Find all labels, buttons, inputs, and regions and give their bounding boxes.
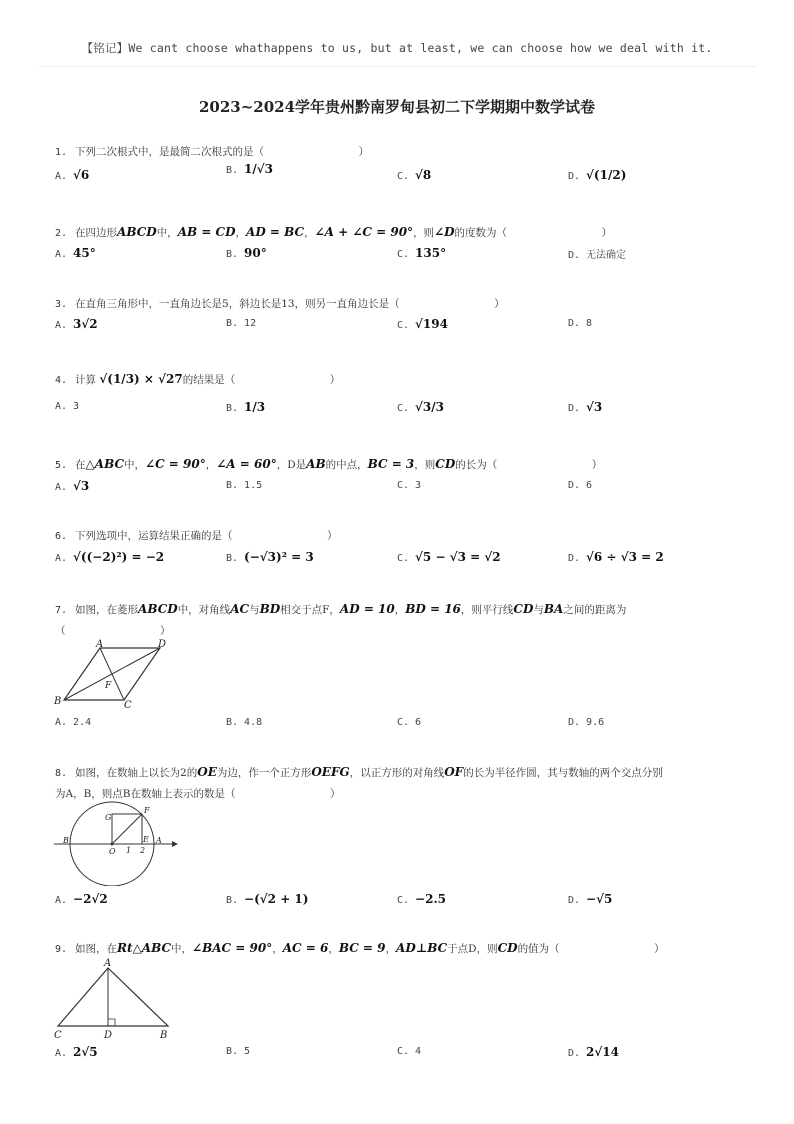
stem-text: ，D是 <box>276 459 307 471</box>
question-8-stem <box>55 765 663 780</box>
question-5-stem <box>55 457 602 472</box>
option-label: A. <box>55 717 68 728</box>
stem-text: 的长为（ ） <box>455 459 603 471</box>
question-1-option-c[interactable] <box>397 168 431 182</box>
option-label: D. <box>568 1048 581 1059</box>
stem-text: ， <box>272 943 283 955</box>
question-5-option-a[interactable] <box>55 479 89 493</box>
question-text: 下列选项中，运算结果正确的是（ ） <box>75 530 338 542</box>
option-text: 8 <box>586 318 593 329</box>
math-expression: ∠A = 60° <box>216 457 277 471</box>
stem-text: 的结果是（ ） <box>182 374 341 386</box>
math-expression: OEFG <box>311 765 350 779</box>
question-5-option-d[interactable] <box>568 479 592 491</box>
stem-text: 如图，在 <box>75 943 118 955</box>
option-label: C. <box>397 480 410 491</box>
question-9-option-b[interactable] <box>226 1045 250 1057</box>
option-text: √3/3 <box>415 400 445 414</box>
option-label: A. <box>55 1048 68 1059</box>
question-4-option-c[interactable] <box>397 400 444 414</box>
stem-text: 如图，在数轴上以长为2的 <box>75 767 198 779</box>
question-3-option-b[interactable] <box>226 317 256 329</box>
option-text: 2√5 <box>73 1045 98 1059</box>
stem-text: 与 <box>249 604 260 616</box>
question-number: 4. <box>55 375 68 386</box>
option-label: D. <box>568 403 581 414</box>
math-expression: Rt△ABC <box>117 941 172 955</box>
option-text: 6 <box>586 480 593 491</box>
option-text: 1/√3 <box>244 162 274 176</box>
stem-text: 中， <box>156 227 178 239</box>
question-number: 7. <box>55 605 68 616</box>
math-expression: BC = 9 <box>338 941 386 955</box>
question-7-option-b[interactable] <box>226 716 262 728</box>
figure-label-a: A <box>96 639 104 650</box>
question-1-option-a[interactable] <box>55 168 89 182</box>
math-expression: AD = BC <box>246 225 305 239</box>
option-label: B. <box>226 165 239 176</box>
page-title: 2023~2024学年贵州黔南罗甸县初二下学期期中数学试卷 <box>198 98 596 116</box>
math-expression: OE <box>197 765 217 779</box>
option-text: 1/3 <box>244 400 266 414</box>
option-label: A. <box>55 320 68 331</box>
math-expression: ∠BAC = 90° <box>192 941 273 955</box>
question-9-option-d[interactable] <box>568 1045 619 1059</box>
math-expression: CD <box>513 602 534 616</box>
option-text: (−√3)² = 3 <box>244 550 314 564</box>
question-8-option-b[interactable] <box>226 892 308 906</box>
figure-label-f: F <box>105 681 112 691</box>
figure-label-2: 2 <box>140 846 146 855</box>
stem-text: ， <box>385 943 397 955</box>
stem-text: 的中点， <box>325 459 368 471</box>
question-3-option-c[interactable] <box>397 317 448 331</box>
stem-text: 与 <box>533 604 544 616</box>
diagonal-of <box>112 814 142 844</box>
origin-point <box>111 843 114 846</box>
question-7-option-a[interactable] <box>55 716 91 728</box>
question-3-option-d[interactable] <box>568 317 592 329</box>
figure-label-a: A <box>104 958 112 969</box>
right-angle-mark <box>108 1019 115 1026</box>
stem-text: ， <box>394 604 406 616</box>
question-number: 6. <box>55 531 68 542</box>
option-text: 无法确定 <box>586 250 627 261</box>
option-text: −2.5 <box>415 892 446 906</box>
question-number: 5. <box>55 460 68 471</box>
math-expression: △ABC <box>85 457 125 471</box>
stem-text: ， <box>205 459 217 471</box>
option-text: 6 <box>415 717 422 728</box>
diagonal-bd <box>64 648 160 700</box>
question-6-option-d[interactable] <box>568 550 664 564</box>
math-expression: BC = 3 <box>367 457 415 471</box>
stem-text: 的度数为（ ） <box>454 227 613 239</box>
question-6-option-c[interactable] <box>397 550 501 564</box>
option-text: 3 <box>415 480 422 491</box>
option-text: √((−2)²) = −2 <box>73 550 165 564</box>
question-1-stem <box>55 144 369 159</box>
header-divider <box>38 66 756 67</box>
option-text: √8 <box>415 168 432 182</box>
option-label: C. <box>397 320 410 331</box>
stem-text: ， <box>304 227 315 239</box>
option-text: 5 <box>244 1046 251 1057</box>
option-label: C. <box>397 1046 410 1057</box>
stem-text: ， <box>235 227 247 239</box>
question-5-option-c[interactable] <box>397 479 421 491</box>
math-expression: AC = 6 <box>282 941 329 955</box>
option-text: 2.4 <box>73 717 92 728</box>
math-expression: CD <box>435 457 456 471</box>
question-6-stem <box>55 528 338 543</box>
question-6-option-b[interactable] <box>226 550 314 564</box>
math-expression: OF <box>444 765 464 779</box>
math-expression: AB = CD <box>177 225 236 239</box>
option-label: D. <box>568 318 581 329</box>
option-text: 45° <box>73 246 96 260</box>
option-label: D. <box>568 717 581 728</box>
option-label: C. <box>397 717 410 728</box>
option-label: C. <box>397 171 410 182</box>
math-expression: AB <box>306 457 326 471</box>
number-line-figure <box>50 800 180 886</box>
question-4-option-b[interactable] <box>226 400 265 414</box>
option-label: B. <box>226 895 239 906</box>
option-label: D. <box>568 895 581 906</box>
stem-text: 在 <box>75 459 86 471</box>
option-text: −√5 <box>586 892 613 906</box>
question-5-option-b[interactable] <box>226 479 262 491</box>
question-4-option-a[interactable] <box>55 400 79 412</box>
question-1-option-b[interactable] <box>226 162 273 176</box>
figure-label-c: C <box>124 700 132 710</box>
option-text: 4 <box>415 1046 422 1057</box>
question-4-stem <box>55 372 340 387</box>
stem-text: 于点D，则 <box>447 943 498 955</box>
stem-text: 中， <box>124 459 146 471</box>
question-8-option-d[interactable] <box>568 892 612 906</box>
figure-label-b: B <box>63 836 69 845</box>
option-text: 9.6 <box>586 717 605 728</box>
option-label: A. <box>55 895 68 906</box>
option-text: 3√2 <box>73 317 98 331</box>
option-text: √3 <box>586 400 603 414</box>
stem-text: ，则平行线 <box>460 604 514 616</box>
option-text: √(1/2) <box>586 168 627 182</box>
math-expression: AC <box>230 602 250 616</box>
stem-text: 在四边形 <box>75 227 118 239</box>
question-number: 2. <box>55 228 68 239</box>
question-6-option-a[interactable] <box>55 550 164 564</box>
stem-text: 的长为半径作圆，其与数轴的两个交点分别 <box>463 767 663 779</box>
math-expression: BD <box>259 602 281 616</box>
question-number: 1. <box>55 147 68 158</box>
math-expression: ∠C = 90° <box>145 457 206 471</box>
figure-label-b: B <box>54 696 62 707</box>
option-text: 2√14 <box>586 1045 619 1059</box>
option-label: B. <box>226 480 239 491</box>
rhombus-figure <box>52 638 172 710</box>
option-label: D. <box>568 480 581 491</box>
stem-text: 中，对角线 <box>177 604 231 616</box>
math-expression: ABCD <box>138 602 178 616</box>
question-text: 在直角三角形中，一直角边长是5，斜边长是13，则另一直角边长是（ ） <box>75 298 505 310</box>
option-label: D. <box>568 553 581 564</box>
stem-text: ， <box>328 943 339 955</box>
math-expression: ∠D <box>434 225 455 239</box>
option-label: C. <box>397 403 410 414</box>
option-label: B. <box>226 717 239 728</box>
question-number: 9. <box>55 944 68 955</box>
triangle-abc <box>58 968 168 1026</box>
axis-arrow-icon <box>172 841 178 847</box>
stem-text: 之间的距离为 <box>563 604 627 616</box>
option-text: √6 ÷ √3 = 2 <box>586 550 664 564</box>
option-text: −(√2 + 1) <box>244 892 309 906</box>
option-text: 12 <box>244 318 257 329</box>
stem-text: ，则 <box>414 459 436 471</box>
question-7-option-c[interactable] <box>397 716 421 728</box>
question-2-stem <box>55 225 612 240</box>
figure-label-b: B <box>160 1030 168 1041</box>
option-text: √6 <box>73 168 90 182</box>
figure-label-1: 1 <box>126 846 132 855</box>
question-7-stem-line2: （ ） <box>55 625 171 637</box>
question-number: 3. <box>55 299 68 310</box>
math-expression: BD = 16 <box>405 602 461 616</box>
stem-text: 如图，在菱形 <box>75 604 139 616</box>
option-label: B. <box>226 403 239 414</box>
option-label: A. <box>55 482 68 493</box>
option-text: √3 <box>73 479 90 493</box>
option-label: C. <box>397 895 410 906</box>
question-2-option-a[interactable] <box>55 246 96 260</box>
right-triangle-figure <box>50 956 180 1042</box>
stem-text: 中， <box>171 943 193 955</box>
option-label: C. <box>397 249 410 260</box>
figure-label-o: O <box>109 847 116 856</box>
option-text: √5 − √3 = √2 <box>415 550 501 564</box>
figure-label-f: F <box>144 806 150 815</box>
figure-label-d: D <box>104 1030 113 1041</box>
math-expression: ∠A + ∠C = 90° <box>314 225 414 239</box>
question-2-option-d[interactable] <box>568 246 626 261</box>
stem-text: 相交于点F， <box>280 604 340 616</box>
figure-label-c: C <box>54 1030 62 1041</box>
figure-label-a: A <box>156 836 162 845</box>
question-9-option-a[interactable] <box>55 1045 98 1059</box>
option-label: D. <box>568 250 581 261</box>
math-expression: √(1/3) × √27 <box>99 372 183 386</box>
question-2-option-c[interactable] <box>397 246 446 260</box>
question-9-option-c[interactable] <box>397 1045 421 1057</box>
option-label: A. <box>55 249 68 260</box>
option-label: A. <box>55 171 68 182</box>
option-text: √194 <box>415 317 448 331</box>
question-8-option-a[interactable] <box>55 892 108 906</box>
option-text: 1.5 <box>244 480 263 491</box>
question-7-stem <box>55 602 626 617</box>
math-expression: ABCD <box>117 225 157 239</box>
header-motto: 【铭记】We cant choose whathappens to us, but at least, we can choose how we deal with it. <box>81 41 713 55</box>
figure-label-d: D <box>158 639 167 650</box>
figure-label-g: G <box>105 813 112 822</box>
option-text: 135° <box>415 246 447 260</box>
option-text: −2√2 <box>73 892 108 906</box>
option-text: 90° <box>244 246 267 260</box>
question-7-option-d[interactable] <box>568 716 604 728</box>
option-label: A. <box>55 401 68 412</box>
question-3-stem <box>55 296 505 311</box>
option-text: 3 <box>73 401 80 412</box>
math-expression: AD = 10 <box>339 602 395 616</box>
math-expression: BA <box>543 602 564 616</box>
question-1-option-d[interactable] <box>568 168 626 182</box>
question-2-option-b[interactable] <box>226 246 267 260</box>
question-4-option-d[interactable] <box>568 400 602 414</box>
question-3-option-a[interactable] <box>55 317 98 331</box>
option-label: B. <box>226 1046 239 1057</box>
option-label: D. <box>568 171 581 182</box>
stem-text: 为边，作一个正方形 <box>216 767 312 779</box>
math-expression: AD⊥BC <box>396 941 448 955</box>
stem-text: ，则 <box>413 227 435 239</box>
option-label: B. <box>226 553 239 564</box>
option-text: 4.8 <box>244 717 263 728</box>
question-text: 下列二次根式中，是最简二次根式的是（ ） <box>75 146 370 158</box>
question-8-stem-line2: 为A，B，则点B在数轴上表示的数是（ ） <box>55 788 341 800</box>
option-label: C. <box>397 553 410 564</box>
question-number: 8. <box>55 768 68 779</box>
option-label: B. <box>226 249 239 260</box>
question-8-option-c[interactable] <box>397 892 446 906</box>
stem-text: 的值为（ ） <box>517 943 665 955</box>
stem-text: 计算 <box>75 374 97 386</box>
option-label: B. <box>226 318 239 329</box>
figure-label-e: E <box>143 835 149 844</box>
math-expression: CD <box>497 941 518 955</box>
option-label: A. <box>55 553 68 564</box>
question-9-stem <box>55 941 665 956</box>
stem-text: ，以正方形的对角线 <box>349 767 445 779</box>
